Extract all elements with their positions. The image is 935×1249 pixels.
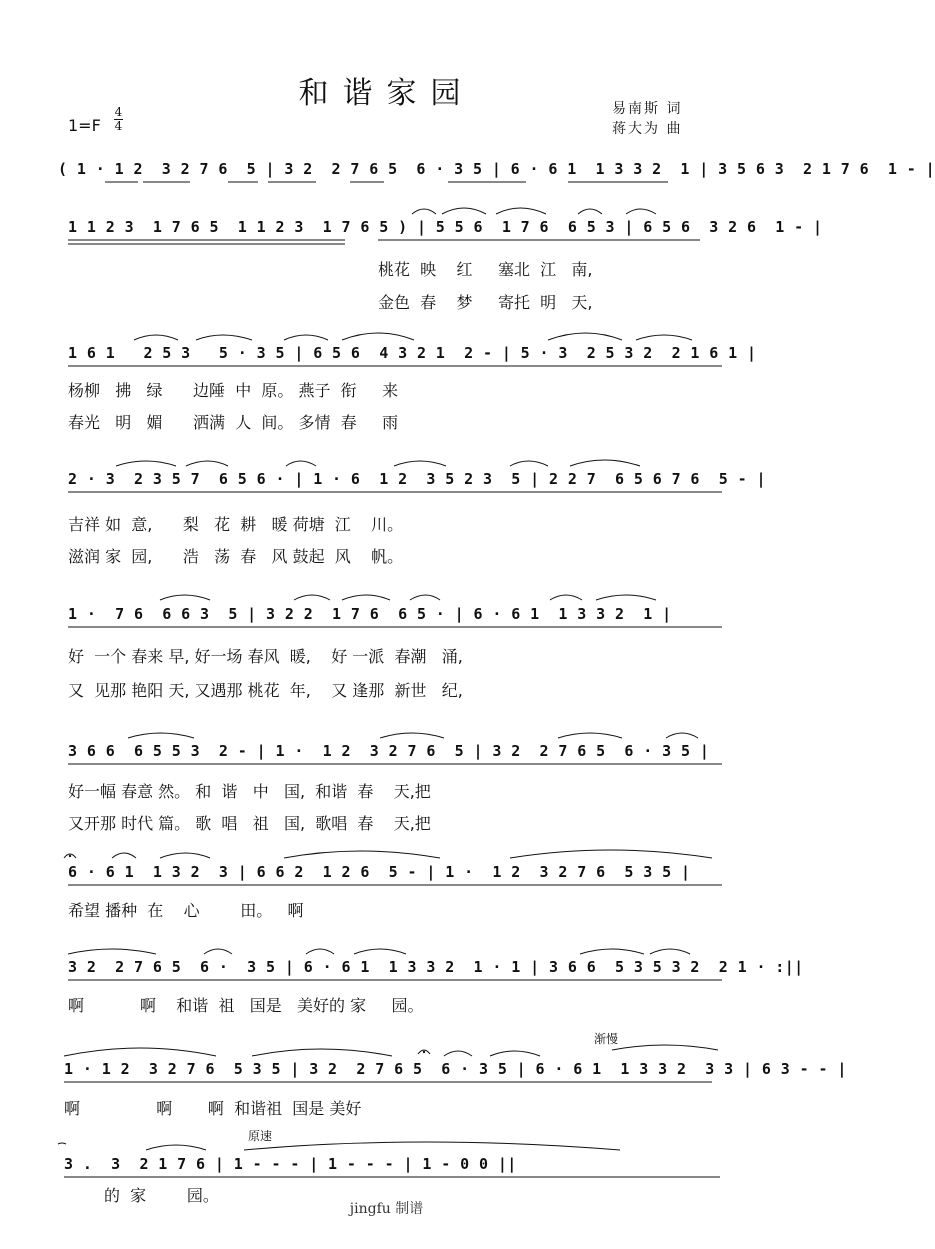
slur — [394, 461, 446, 466]
notation-row-6: 3 6 6 6 5 5 3 2 - | 1 · 1 2 3 2 7 6 5 | 3 2 2 7 6 5 6 · 3 5 | — [68, 742, 710, 760]
slur — [342, 595, 390, 600]
notation-row-3: 1 6 1 2 5 3 5 · 3 5 | 6 5 6 4 3 2 1 2 - | 5 · 3 2 5 3 2 2 1 6 1 | — [68, 344, 757, 362]
notation-row-2: 1 1 2 3 1 7 6 5 1 1 2 3 1 7 6 5 ) | 5 5 6 1 7 6 6 5 3 | 6 5 6 3 2 6 1 - | — [68, 218, 823, 236]
slur — [146, 1145, 206, 1150]
slur — [580, 949, 644, 954]
slur — [596, 595, 656, 600]
slur — [354, 949, 406, 954]
lyrics-row-6-verse-2: 又开那 时代 篇。 歌 唱 祖 国, 歌唱 春 天,把 — [68, 814, 431, 833]
slur — [286, 461, 316, 466]
slur — [186, 461, 228, 466]
slur — [306, 949, 334, 954]
slur — [666, 733, 698, 738]
slur — [196, 335, 252, 340]
lyrics-row-5-verse-1: 好 一个 春来 早, 好一场 春风 暖, 好 一派 春潮 涌, — [68, 647, 463, 666]
slur — [558, 733, 622, 738]
notation-row-8: 3 2 2 7 6 5 6 · 3 5 | 6 · 6 1 1 3 3 2 1 · 1 | 3 6 6 5 3 5 3 2 2 1 · :|| — [68, 958, 804, 976]
slur — [160, 595, 210, 600]
notation-row-1: ( 1 · 1 2 3 2 7 6 5 | 3 2 2 7 6 5 6 · 3 5 | 6 · 6 1 1 3 3 2 1 | 3 5 6 3 2 1 7 6 1 - | — [58, 160, 935, 178]
slur — [244, 1142, 620, 1150]
slur — [342, 333, 414, 340]
slur — [58, 1143, 66, 1144]
slur — [112, 853, 136, 858]
composer-credit: 蒋大为 曲 — [612, 121, 683, 137]
lyrics-row-9: 啊 啊 啊 和谐祖 国是 美好 — [64, 1099, 362, 1118]
slur — [410, 595, 440, 600]
lyrics-row-2-verse-2: 金色 春 梦 寄托 明 天, — [378, 293, 593, 312]
time-signature-top: 4 — [114, 105, 123, 119]
slur — [252, 1049, 392, 1056]
notation-row-7: 6 · 6 1 1 3 2 3 | 6 6 2 1 2 6 5 - | 1 · 1 2 3 2 7 6 5 3 5 | — [68, 863, 691, 881]
slur — [496, 208, 546, 214]
notation-row-9: 1 · 1 2 3 2 7 6 5 3 5 | 3 2 2 7 6 5 6 · 3 5 | 6 · 6 1 1 3 3 2 3 3 | 6 3 - - | — [64, 1060, 847, 1078]
fermata-dot — [69, 855, 71, 857]
slur — [578, 209, 602, 214]
slur — [128, 733, 194, 738]
slur — [380, 733, 444, 738]
slur — [412, 209, 436, 214]
song-title: 和谐家园 — [298, 76, 475, 111]
slur — [444, 1051, 472, 1056]
slur — [294, 595, 330, 600]
notation-row-4: 2 · 3 2 3 5 7 6 5 6 · | 1 · 6 1 2 3 5 2 3 5 | 2 2 7 6 5 6 7 6 5 - | — [68, 470, 766, 488]
slur — [548, 333, 622, 340]
slur — [570, 460, 640, 466]
lyrics-row-10: 的 家 园。 — [104, 1186, 219, 1205]
slur — [68, 949, 156, 954]
time-signature-bottom: 4 — [114, 119, 123, 133]
slur — [442, 208, 486, 214]
lyrics-row-4-verse-1: 吉祥 如 意, 梨 花 耕 暖 荷塘 江 川。 — [68, 515, 404, 534]
lyrics-row-5-verse-2: 又 见那 艳阳 天, 又遇那 桃花 年, 又 逢那 新世 纪, — [68, 681, 463, 700]
lyrics-row-8: 啊 啊 和谐 祖 国是 美好的 家 园。 — [68, 996, 424, 1015]
slur — [510, 461, 548, 466]
slur — [284, 851, 440, 858]
footer-credit: jingfu 制谱 — [349, 1201, 424, 1217]
notation-row-5: 1 · 7 6 6 6 3 5 | 3 2 2 1 7 6 6 5 · | 6 · 6 1 1 3 3 2 1 | — [68, 605, 672, 623]
slur — [636, 335, 692, 340]
key-signature: 1=F — [68, 116, 101, 135]
lyrics-row-6-verse-1: 好一幅 春意 然。 和 谐 中 国, 和谐 春 天,把 — [68, 782, 431, 801]
slur — [626, 209, 656, 214]
slur — [612, 1045, 718, 1050]
slur — [650, 949, 690, 954]
slur — [204, 949, 232, 954]
slur — [116, 461, 176, 466]
lyrics-row-7: 希望 播种 在 心 田。 啊 — [68, 901, 304, 920]
slur — [510, 850, 712, 858]
lyrics-row-4-verse-2: 滋润 家 园, 浩 荡 春 风 鼓起 风 帆。 — [68, 547, 404, 566]
slur — [550, 595, 582, 600]
lyrics-row-3-verse-2: 春光 明 媚 洒满 人 间。 多情 春 雨 — [68, 413, 399, 432]
slur — [490, 1051, 540, 1056]
lyrics-row-2-verse-1: 桃花 映 红 塞北 江 南, — [378, 260, 593, 279]
fermata-dot — [423, 1051, 425, 1053]
slur — [284, 335, 328, 340]
slur — [134, 335, 178, 340]
slur — [160, 853, 210, 858]
lyrics-row-3-verse-1: 杨柳 拂 绿 边陲 中 原。 燕子 衔 来 — [68, 381, 399, 400]
slur — [64, 1048, 216, 1056]
notation-row-10: 3 . 3 2 1 7 6 | 1 - - - | 1 - - - | 1 - 0 0 || — [64, 1155, 517, 1173]
lyricist-credit: 易南斯 词 — [612, 101, 683, 117]
ritardando-mark: 渐慢 — [594, 1032, 619, 1046]
a-tempo-mark: 原速 — [248, 1129, 273, 1143]
